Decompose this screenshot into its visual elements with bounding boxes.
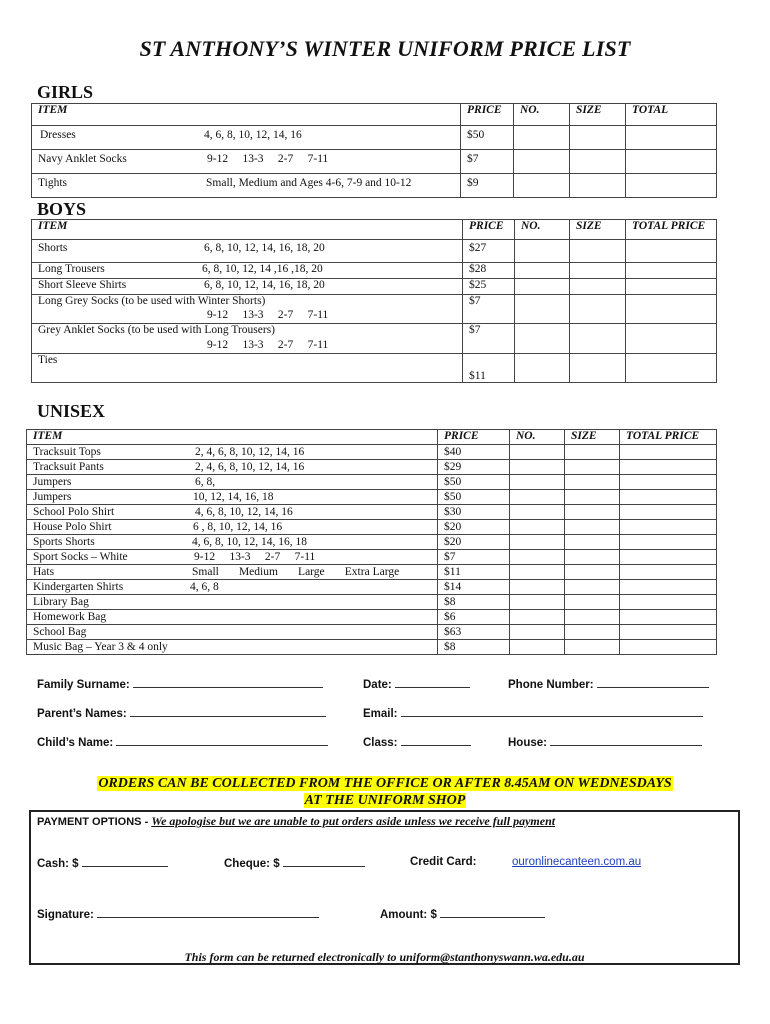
col-price: PRICE [463,220,515,240]
item-sizes: 9-12 13-3 2-7 7-11 [207,309,329,321]
item-sizes: 4, 6, 8, 10, 12, 14, 16 [204,129,302,141]
size-cell[interactable] [565,505,620,520]
total-cell[interactable] [620,535,717,550]
table-row [32,174,717,198]
qty-cell[interactable] [515,263,570,279]
total-cell[interactable] [626,240,717,263]
size-cell[interactable] [565,460,620,475]
item-price: $7 [461,150,514,174]
size-cell[interactable] [570,354,626,383]
child-label: Child’s Name: [37,737,114,749]
orders-notice-2: AT THE UNIFORM SHOP [304,793,466,808]
cash-row [37,856,168,870]
total-cell[interactable] [620,610,717,625]
page-title: ST ANTHONY’S WINTER UNIFORM PRICE LIST [139,36,631,61]
item-name: Tracksuit Tops [33,446,101,458]
item-price: $11 [463,354,515,383]
item-sizes: 4, 6, 8, 10, 12, 14, 16 [195,506,293,518]
size-cell[interactable] [565,490,620,505]
parents-field[interactable] [130,706,326,717]
qty-cell[interactable] [515,295,570,324]
col-no: NO. [514,104,570,126]
total-cell[interactable] [626,295,717,324]
signature-label: Signature: [37,909,94,921]
item-name: Homework Bag [33,611,107,623]
qty-cell[interactable] [510,505,565,520]
item-name: Dresses [40,129,76,141]
phone-field[interactable] [597,677,709,688]
table-row [32,354,717,383]
table-row [32,240,717,263]
table-row [27,565,717,580]
col-size: SIZE [570,104,626,126]
qty-cell[interactable] [510,520,565,535]
total-cell[interactable] [626,150,717,174]
family-surname-label: Family Surname: [37,679,130,691]
orders-notice-1: ORDERS CAN BE COLLECTED FROM THE OFFICE OR AFTER 8.45AM ON WEDNESDAYS [98,776,672,791]
size-cell[interactable] [570,263,626,279]
table-row [27,625,717,640]
qty-cell[interactable] [510,595,565,610]
total-cell[interactable] [620,595,717,610]
item-price: $9 [461,174,514,198]
return-note: This form can be returned electronically to uniform@stanthonyswann.wa.edu.au [184,950,585,964]
qty-cell[interactable] [514,150,570,174]
size-cell[interactable] [570,150,626,174]
item-name: Long Trousers [38,263,105,275]
payment-note: We apologise but we are unable to put orders aside unless we receive full payment [151,814,556,828]
size-cell[interactable] [570,295,626,324]
total-cell[interactable] [620,640,717,655]
item-price: $20 [438,535,510,550]
item-name: Jumpers [33,476,72,488]
item-sizes: 6, 8, 10, 12, 14, 16, 18, 20 [204,279,325,291]
item-name: Sports Shorts [33,536,95,548]
item-name: Short Sleeve Shirts [38,279,127,291]
table-row [27,580,717,595]
col-price: PRICE [438,430,510,445]
table-row [27,535,717,550]
size-cell[interactable] [565,580,620,595]
item-price: $11 [438,565,510,580]
table-row [27,445,717,460]
item-sizes: 2, 4, 6, 8, 10, 12, 14, 16 [195,461,305,473]
item-price: $50 [438,475,510,490]
table-row [27,520,717,535]
size-cell[interactable] [565,445,620,460]
total-cell[interactable] [620,490,717,505]
total-cell[interactable] [626,279,717,295]
size-cell[interactable] [570,174,626,198]
item-price: $7 [463,324,515,354]
payment-box [29,810,740,965]
table-row [27,640,717,655]
table-row [32,150,717,174]
table-row [27,595,717,610]
item-price: $14 [438,580,510,595]
size-cell[interactable] [565,520,620,535]
unisex-heading: UNISEX [37,401,106,421]
parents-label: Parent’s Names: [37,708,127,720]
class-field[interactable] [401,735,471,746]
boys-heading: BOYS [37,199,87,219]
table-row [32,279,717,295]
total-cell[interactable] [620,550,717,565]
size-cell[interactable] [565,625,620,640]
amount-label: Amount: $ [380,909,437,921]
qty-cell[interactable] [510,565,565,580]
size-cell[interactable] [570,324,626,354]
item-sizes: 6, 8, 10, 12, 14 ,16 ,18, 20 [202,263,323,275]
col-item: ITEM [27,430,438,445]
email-row [363,706,703,720]
col-total: TOTAL PRICE [626,220,717,240]
qty-cell[interactable] [515,324,570,354]
credit-link-row [512,856,641,868]
table-row [27,460,717,475]
cheque-row [224,856,365,870]
item-sizes: 10, 12, 14, 16, 18 [193,491,274,503]
total-cell[interactable] [620,625,717,640]
size-cell[interactable] [565,550,620,565]
qty-cell[interactable] [510,550,565,565]
date-label: Date: [363,679,392,691]
item-price: $50 [461,126,514,150]
unisex-table [26,429,717,655]
item-sizes: Small Medium Large Extra Large [192,566,400,578]
size-cell[interactable] [565,610,620,625]
col-price: PRICE [461,104,514,126]
table-row [27,490,717,505]
qty-cell[interactable] [510,445,565,460]
item-name: Sport Socks – White [33,551,128,563]
cash-label: Cash: $ [37,858,79,870]
signature-row [37,907,319,921]
credit-label: Credit Card: [410,856,477,868]
qty-cell[interactable] [510,460,565,475]
item-price: $8 [438,595,510,610]
item-sizes: 6 , 8, 10, 12, 14, 16 [193,521,283,533]
child-row [37,735,328,749]
boys-table [31,219,717,383]
table-row [27,505,717,520]
item-name: Ties [38,354,58,366]
qty-cell[interactable] [515,240,570,263]
size-cell[interactable] [565,640,620,655]
email-field[interactable] [401,706,703,717]
canteen-link[interactable]: ouronlinecanteen.com.au [512,856,642,868]
item-price: $6 [438,610,510,625]
phone-label: Phone Number: [508,679,594,691]
qty-cell[interactable] [510,580,565,595]
item-name: Jumpers [33,491,72,503]
total-cell[interactable] [620,505,717,520]
col-total: TOTAL [626,104,717,126]
item-name: School Polo Shirt [33,506,115,518]
item-sizes: 4, 6, 8 [190,581,219,593]
item-name: Library Bag [33,596,89,608]
item-name: House Polo Shirt [33,521,112,533]
size-cell[interactable] [570,240,626,263]
phone-row [508,677,709,691]
parents-row [37,706,326,720]
total-cell[interactable] [626,263,717,279]
table-row [32,263,717,279]
payment-options [37,814,555,829]
total-cell[interactable] [620,520,717,535]
size-cell[interactable] [565,595,620,610]
total-cell[interactable] [626,126,717,150]
email-label: Email: [363,708,398,720]
item-sizes: 9-12 13-3 2-7 7-11 [207,339,329,351]
cheque-label: Cheque: $ [224,858,280,870]
col-item: ITEM [32,104,461,126]
date-field[interactable] [395,677,470,688]
item-price: $25 [463,279,515,295]
house-label: House: [508,737,547,749]
col-total: TOTAL PRICE [620,430,717,445]
qty-cell[interactable] [510,535,565,550]
amount-row [380,907,545,921]
family-surname-field[interactable] [133,677,323,688]
item-price: $28 [463,263,515,279]
total-cell[interactable] [620,580,717,595]
total-cell[interactable] [626,174,717,198]
house-row [508,735,702,749]
item-price: $50 [438,490,510,505]
item-name: Grey Anklet Socks (to be used with Long Trousers) [38,324,276,336]
table-row [32,295,717,324]
total-cell[interactable] [620,475,717,490]
col-item: ITEM [32,220,463,240]
qty-cell[interactable] [510,640,565,655]
item-name: Tracksuit Pants [33,461,104,473]
size-cell[interactable] [565,565,620,580]
table-row [32,324,717,354]
qty-cell[interactable] [515,279,570,295]
total-cell[interactable] [620,565,717,580]
item-name: Long Grey Socks (to be used with Winter Shorts) [38,295,266,307]
item-name: Hats [33,566,55,578]
qty-cell[interactable] [510,490,565,505]
item-sizes: 2, 4, 6, 8, 10, 12, 14, 16 [195,446,305,458]
item-price: $29 [438,460,510,475]
child-field[interactable] [116,735,328,746]
date-row [363,677,470,691]
col-size: SIZE [570,220,626,240]
girls-heading: GIRLS [37,82,94,102]
size-cell[interactable] [565,475,620,490]
item-name: Kindergarten Shirts [33,581,124,593]
col-no: NO. [510,430,565,445]
col-size: SIZE [565,430,620,445]
item-sizes: 4, 6, 8, 10, 12, 14, 16, 18 [192,536,307,548]
item-price: $8 [438,640,510,655]
credit-row [410,856,476,868]
payment-label: PAYMENT OPTIONS - [37,816,149,828]
size-cell[interactable] [570,279,626,295]
qty-cell[interactable] [514,174,570,198]
item-sizes: 9-12 13-3 2-7 7-11 [207,153,329,165]
item-name: Tights [38,177,67,189]
cash-field[interactable] [82,856,168,867]
item-sizes: 6, 8, [195,476,216,488]
class-row [363,735,471,749]
qty-cell[interactable] [514,126,570,150]
qty-cell[interactable] [510,475,565,490]
total-cell[interactable] [620,460,717,475]
item-price: $27 [463,240,515,263]
item-price: $30 [438,505,510,520]
qty-cell[interactable] [510,625,565,640]
item-price: $63 [438,625,510,640]
qty-cell[interactable] [510,610,565,625]
item-name: School Bag [33,626,87,638]
table-row [32,126,717,150]
total-cell[interactable] [626,324,717,354]
item-name: Navy Anklet Socks [38,153,127,165]
girls-table [31,103,717,198]
total-cell[interactable] [620,445,717,460]
table-row [27,475,717,490]
table-row [27,610,717,625]
item-price: $20 [438,520,510,535]
item-name: Shorts [38,242,68,254]
total-cell[interactable] [626,354,717,383]
item-sizes: Small, Medium and Ages 4-6, 7-9 and 10-12 [206,177,412,189]
size-cell[interactable] [565,535,620,550]
item-sizes: 9-12 13-3 2-7 7-11 [194,551,316,563]
qty-cell[interactable] [515,354,570,383]
house-field[interactable] [550,735,702,746]
col-no: NO. [515,220,570,240]
size-cell[interactable] [570,126,626,150]
table-row [27,550,717,565]
signature-field[interactable] [97,907,319,918]
item-price: $40 [438,445,510,460]
item-price: $7 [463,295,515,324]
item-name: Music Bag – Year 3 & 4 only [33,641,168,653]
item-price: $7 [438,550,510,565]
cheque-field[interactable] [283,856,365,867]
class-label: Class: [363,737,398,749]
item-sizes: 6, 8, 10, 12, 14, 16, 18, 20 [204,242,325,254]
amount-field[interactable] [440,907,545,918]
